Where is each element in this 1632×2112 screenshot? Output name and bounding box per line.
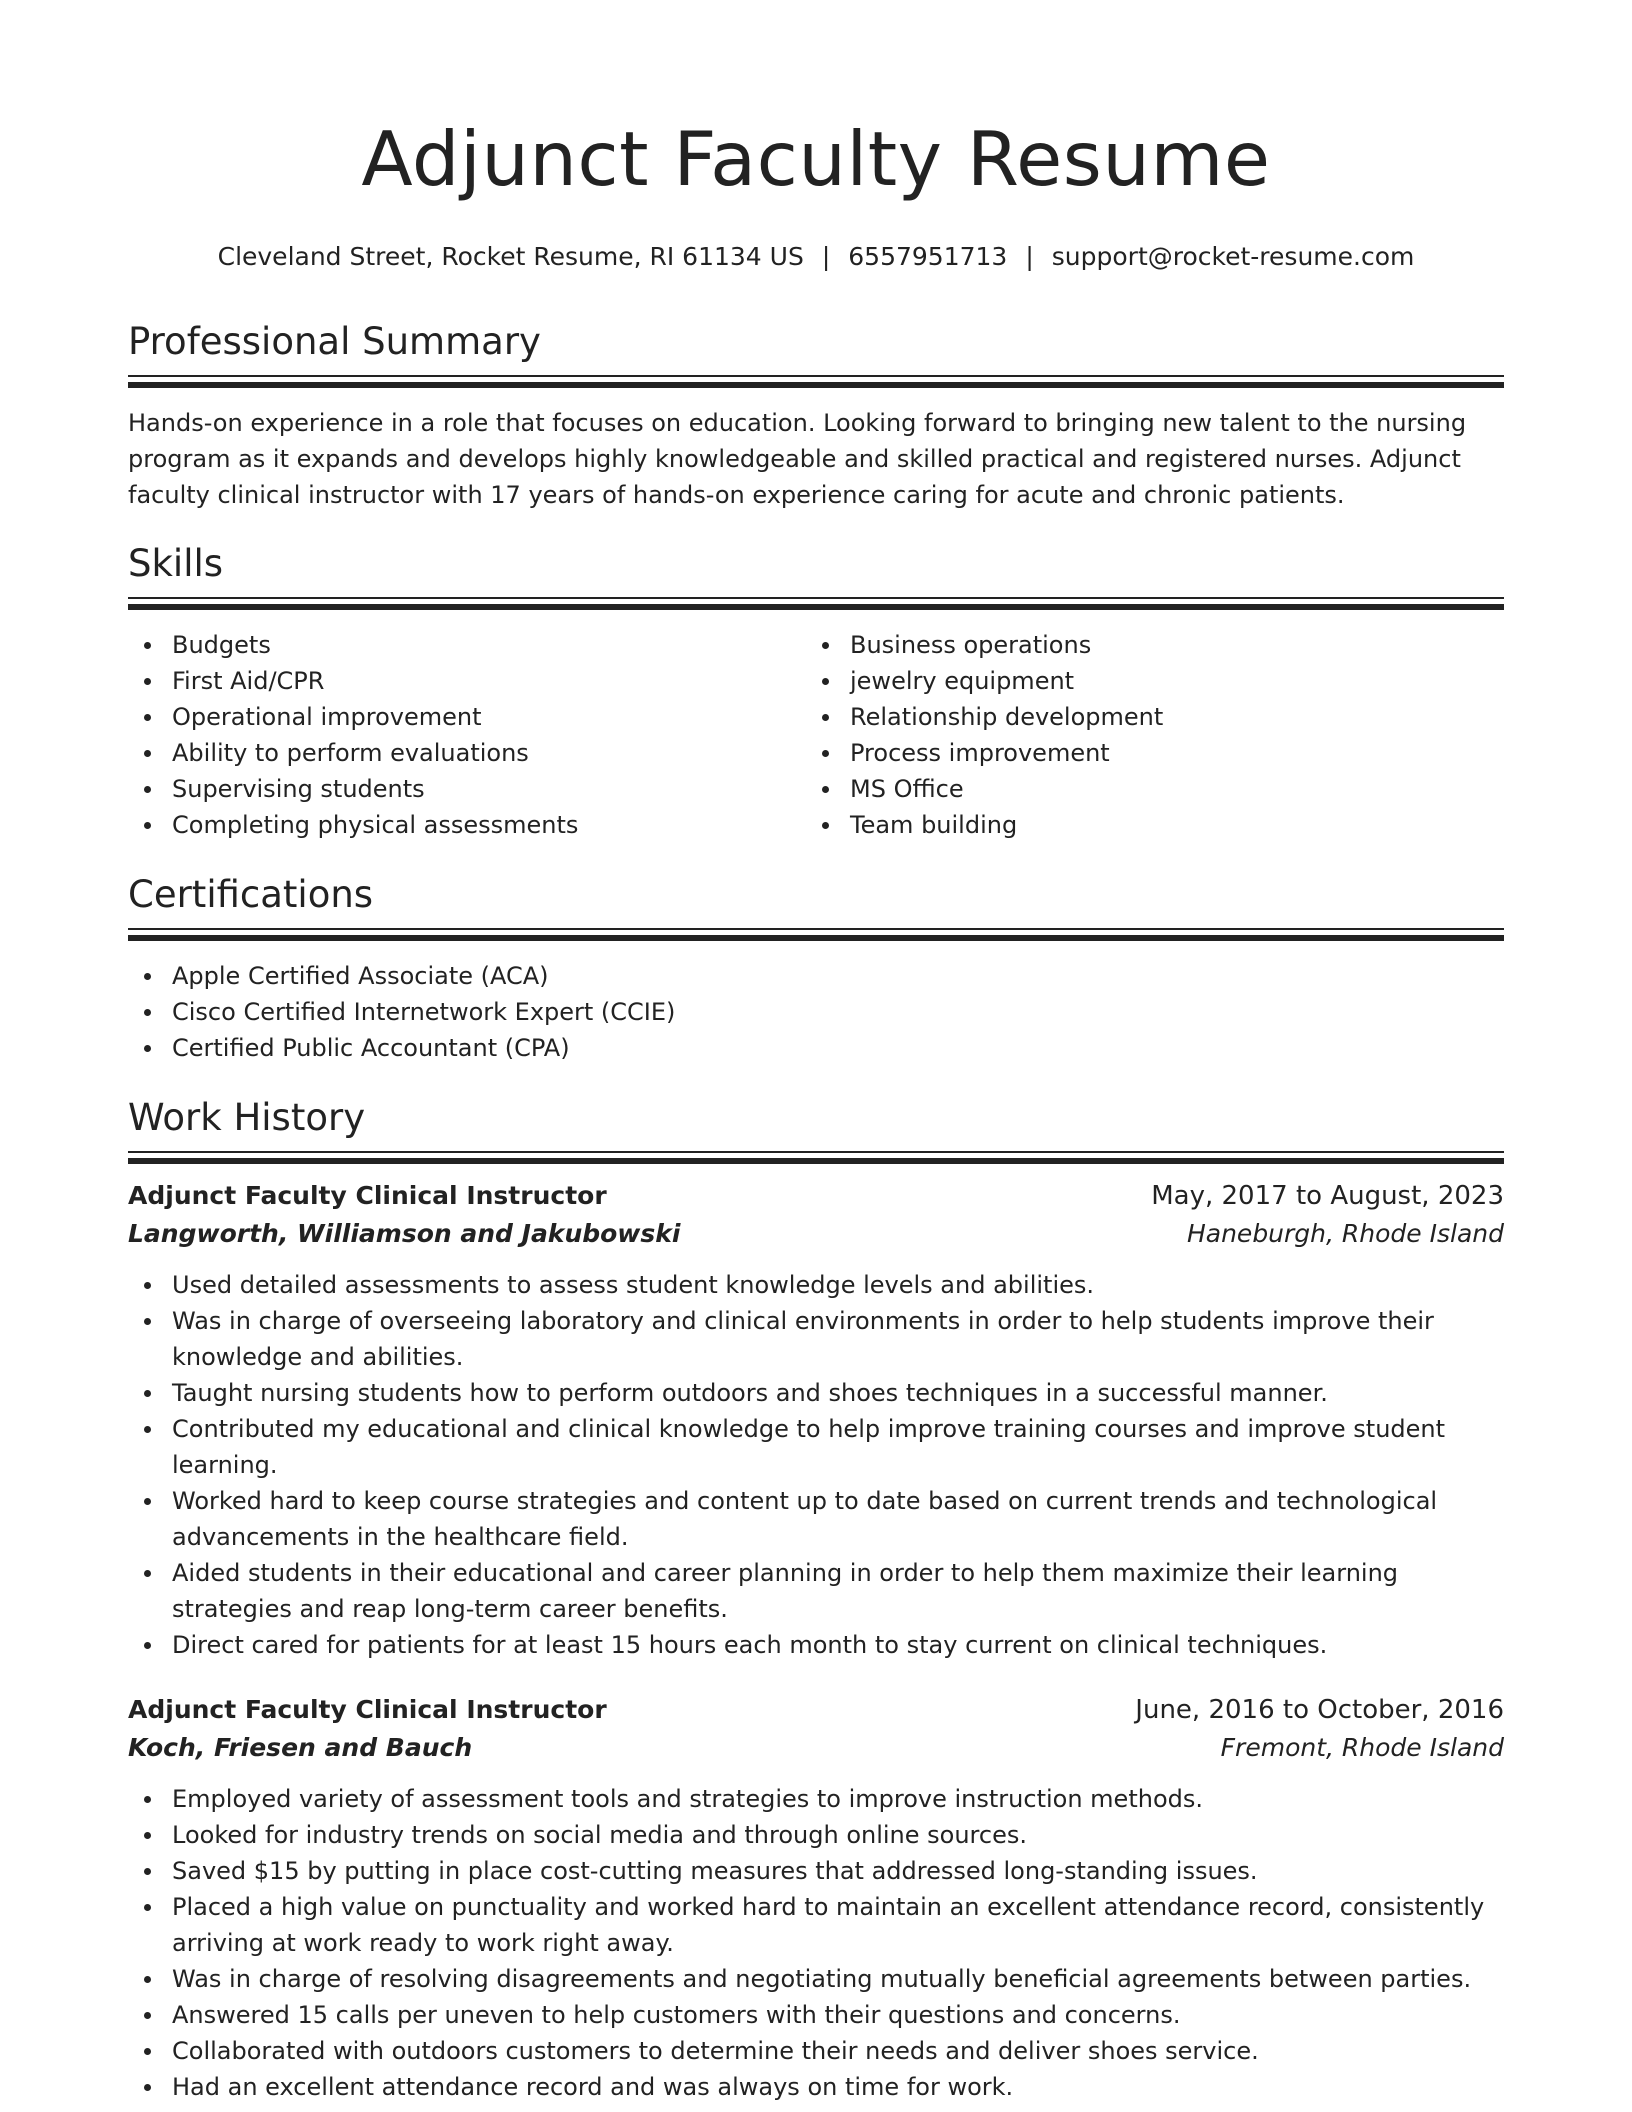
skill-item: Relationship development [806, 699, 1484, 735]
job-bullets [128, 1781, 1504, 2105]
certification-item: Apple Certified Associate (ACA) [128, 958, 1504, 994]
job-company: Langworth, Williamson and Jakubowski [128, 1219, 681, 1248]
contact-line [128, 241, 1504, 273]
job-bullet: Answered 15 calls per uneven to help customers with their questions and concerns. [128, 1997, 1504, 2033]
section-divider [128, 597, 1504, 611]
job-header-row [128, 1691, 1504, 1729]
certifications-list [128, 958, 1504, 1066]
job-bullet: Direct cared for patients for at least 15 hours each month to stay current on clinical techniques. [128, 1627, 1504, 1663]
certifications-section [128, 873, 1504, 1066]
job-location: Haneburgh, Rhode Island [1186, 1219, 1504, 1248]
job-bullet: Used detailed assessments to assess student knowledge levels and abilities. [128, 1267, 1504, 1303]
job-bullet: Taught nursing students how to perform outdoors and shoes techniques in a successful manner. [128, 1375, 1504, 1411]
contact-separator: | [821, 242, 831, 271]
job-subheader-row [128, 1215, 1504, 1253]
work-history-section [128, 1096, 1504, 2105]
job-header-row [128, 1177, 1504, 1215]
job-bullet: Was in charge of overseeing laboratory and clinical environments in order to help students improve their knowledge and abilities. [128, 1303, 1504, 1375]
job-location: Fremont, Rhode Island [1220, 1733, 1504, 1762]
resume-title: Adjunct Faculty Resume [361, 115, 1271, 203]
certification-item: Certified Public Accountant (CPA) [128, 1030, 1504, 1066]
job-bullet: Employed variety of assessment tools and strategies to improve instruction methods. [128, 1781, 1504, 1817]
job-title: Adjunct Faculty Clinical Instructor [128, 1695, 607, 1724]
certifications-heading: Certifications [128, 873, 374, 916]
skill-item: Business operations [806, 627, 1484, 663]
skill-item: Ability to perform evaluations [128, 735, 806, 771]
summary-text: Hands-on experience in a role that focuses on education. Looking forward to bringing new talent to the nursing program as it expands and develops highly knowledgeable and skilled practical and registered nurses. Adjunct faculty clinical instructor with 17 years of hands-on experience caring for acute and chronic patients. [128, 409, 1467, 509]
skills-section [128, 542, 1504, 843]
job-bullet: Had an excellent attendance record and was always on time for work. [128, 2069, 1504, 2105]
job-subheader-row [128, 1729, 1504, 1767]
skill-item: Process improvement [806, 735, 1484, 771]
section-divider [128, 375, 1504, 389]
work-history-heading: Work History [128, 1096, 366, 1139]
job-bullet: Was in charge of resolving disagreements and negotiating mutually beneficial agreements between parties. [128, 1961, 1504, 1997]
skill-item: jewelry equipment [806, 663, 1484, 699]
skills-heading: Skills [128, 542, 224, 585]
job-entry [128, 1177, 1504, 1663]
summary-section [128, 320, 1504, 513]
skills-list-left [128, 627, 806, 843]
contact-phone: 6557951713 [848, 242, 1008, 271]
skill-item: First Aid/CPR [128, 663, 806, 699]
job-bullet: Looked for industry trends on social media and through online sources. [128, 1817, 1504, 1853]
job-dates: June, 2016 to October, 2016 [1135, 1695, 1504, 1725]
skill-item: Supervising students [128, 771, 806, 807]
job-bullet: Placed a high value on punctuality and worked hard to maintain an excellent attendance record, consistently arriving at work ready to work right away. [128, 1889, 1504, 1961]
skill-item: Team building [806, 807, 1484, 843]
skill-item: Completing physical assessments [128, 807, 806, 843]
skill-item: Budgets [128, 627, 806, 663]
summary-heading: Professional Summary [128, 320, 541, 363]
job-bullet: Saved $15 by putting in place cost-cutting measures that addressed long-standing issues. [128, 1853, 1504, 1889]
section-divider [128, 928, 1504, 942]
contact-address: Cleveland Street, Rocket Resume, RI 61134 US [217, 242, 804, 271]
skills-list-right [806, 627, 1484, 843]
section-divider [128, 1151, 1504, 1165]
job-bullet: Collaborated with outdoors customers to determine their needs and deliver shoes service. [128, 2033, 1504, 2069]
certification-item: Cisco Certified Internetwork Expert (CCIE) [128, 994, 1504, 1030]
skill-item: Operational improvement [128, 699, 806, 735]
skill-item: MS Office [806, 771, 1484, 807]
job-company: Koch, Friesen and Bauch [128, 1733, 473, 1762]
skills-columns [128, 627, 1504, 843]
job-bullet: Contributed my educational and clinical knowledge to help improve training courses and improve student learning. [128, 1411, 1504, 1483]
job-dates: May, 2017 to August, 2023 [1151, 1181, 1504, 1211]
contact-email: support@rocket-resume.com [1051, 242, 1415, 271]
contact-separator: | [1025, 242, 1034, 271]
job-entry [128, 1691, 1504, 2105]
job-bullets [128, 1267, 1504, 1663]
job-title: Adjunct Faculty Clinical Instructor [128, 1181, 607, 1210]
job-bullet: Aided students in their educational and career planning in order to help them maximize their learning strategies and reap long-term career benefits. [128, 1555, 1504, 1627]
job-bullet: Worked hard to keep course strategies and content up to date based on current trends and technological advancements in the healthcare field. [128, 1483, 1504, 1555]
